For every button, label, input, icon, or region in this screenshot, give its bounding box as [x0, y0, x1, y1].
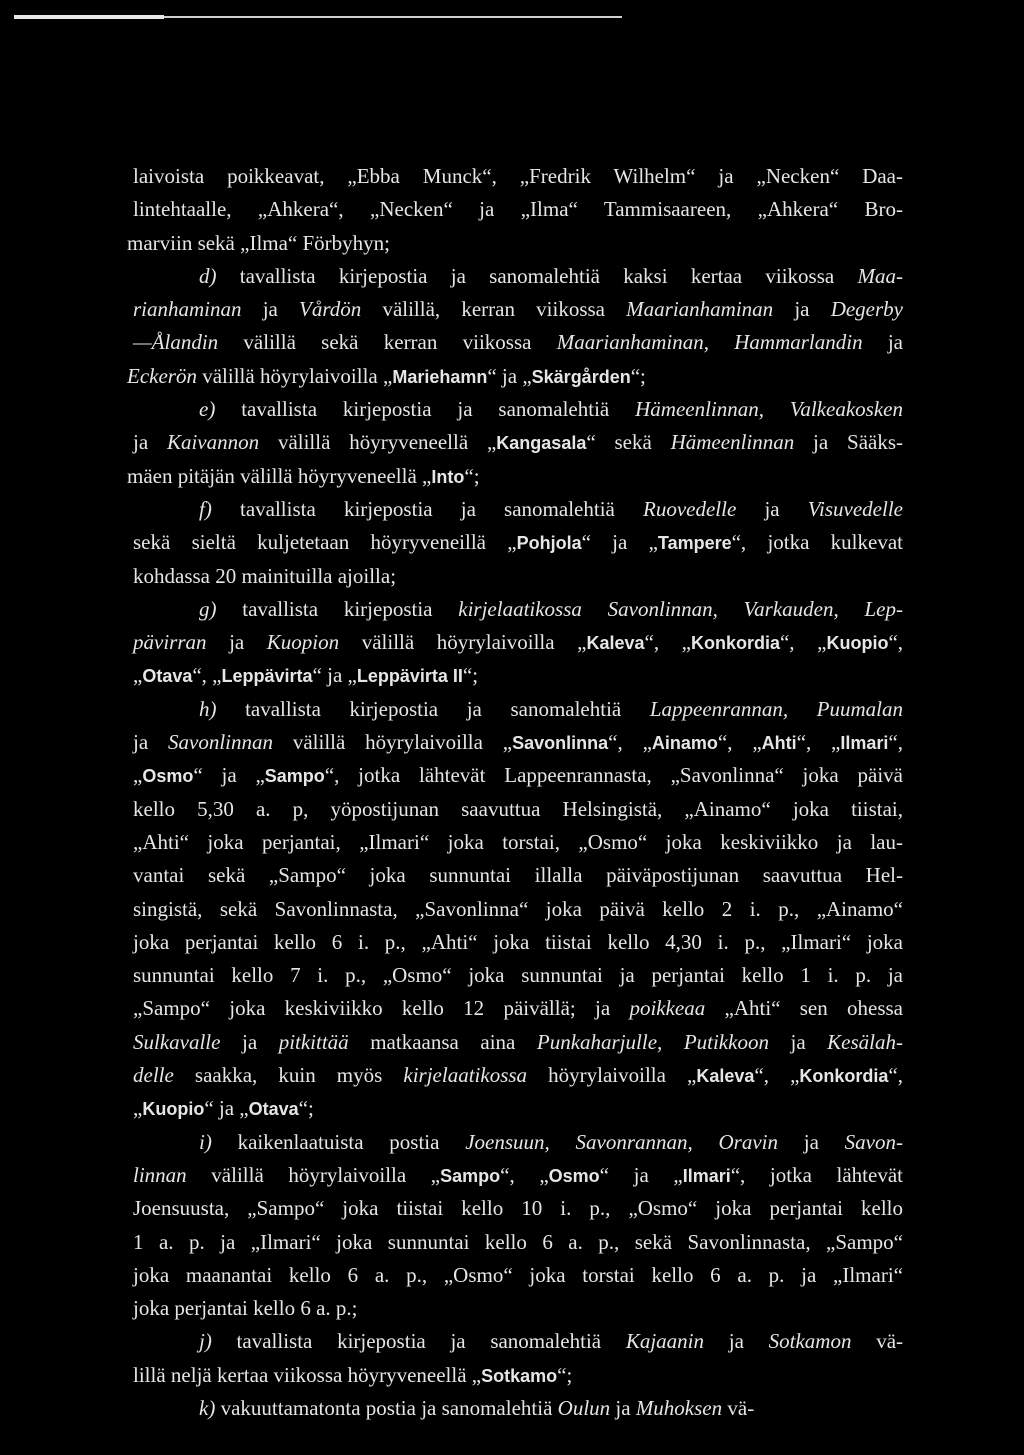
italic-run: g) [199, 596, 217, 621]
text-line [127, 227, 903, 260]
text-line [133, 1026, 903, 1059]
italic-run: Hämeenlinnan, Valkeakosken [635, 397, 903, 422]
text-run: “, „ [779, 630, 827, 655]
italic-run: Maarianhaminan, Hammarlandin [556, 330, 863, 355]
text-run: “, [888, 1063, 903, 1088]
italic-run: Vårdön [299, 297, 362, 322]
text-run: lintehtaalle, „Ahkera“, „Necken“ ja „Ilma“ Tammisaareen, „Ahkera“ Bro- [133, 197, 903, 222]
text-run: “, jotka lähtevät [730, 1162, 903, 1187]
text-run: välillä höyryveneellä „ [259, 430, 497, 455]
text-run: “, „ [192, 663, 222, 688]
text-line [133, 526, 903, 559]
text-run: välillä höyrylaivoilla „ [273, 730, 513, 755]
text-run: “, jotka kulkevat [731, 530, 903, 555]
italic-run: i) [199, 1129, 212, 1154]
text-run: ja [778, 1129, 845, 1154]
top-rule [14, 16, 622, 18]
page-text [127, 160, 904, 1425]
text-line [133, 293, 903, 326]
text-run: ja [862, 330, 904, 355]
text-run: sekä sieltä kuljetetaan höyryveneillä „ [133, 530, 517, 555]
italic-run: Punkaharjulle, Putikkoon [536, 1029, 769, 1054]
text-line [133, 1325, 903, 1358]
italic-run: kirjelaatikossa [403, 1063, 528, 1088]
text-line [133, 593, 903, 626]
text-run: ja [736, 496, 808, 521]
text-run: välillä sekä kerran viikossa [218, 330, 557, 355]
text-run: “, [888, 730, 903, 755]
vessel-name: Ainamo [651, 733, 718, 754]
italic-run: Visuvedelle [807, 496, 903, 521]
vessel-name: Sotkamo [481, 1365, 558, 1386]
text-run: välillä höyrylaivoilla „ [186, 1162, 441, 1187]
italic-run: Savon- [844, 1129, 903, 1154]
text-run: “ ja „ [581, 530, 658, 555]
vessel-name: Osmo [548, 1165, 600, 1186]
text-run: “, „ [644, 630, 691, 655]
text-run: “, jotka lähtevät Lappeenrannasta, „Savonlinna“ joka päivä [324, 763, 903, 788]
italic-run: kirjelaatikossa Savonlinnan, Varkauden, Lep- [458, 596, 903, 621]
text-run: „Sampo“ joka keskiviikko kello 12 päivällä; ja [133, 996, 630, 1021]
text-run: vantai sekä „Sampo“ joka sunnuntai illalla päiväpostijunan saavuttua Hel- [133, 863, 903, 888]
text-run: kaikenlaatuista postia [211, 1129, 466, 1154]
text-run: joka maanantai kello 6 a. p., „Osmo“ joka torstai kello 6 a. p. ja „Ilmari“ [133, 1262, 903, 1287]
vessel-name: Kuopio [142, 1099, 205, 1120]
italic-run: Kuopion [266, 630, 340, 655]
italic-run: Muhoksen [635, 1395, 723, 1420]
text-line [133, 859, 903, 892]
italic-run: Eckerön [127, 363, 197, 388]
text-run: ja [133, 730, 168, 755]
vessel-name: Leppävirta [221, 666, 313, 687]
text-run: “, [888, 630, 904, 655]
vessel-name: Into [431, 466, 465, 487]
text-line [133, 626, 903, 659]
vessel-name: Kaleva [696, 1066, 755, 1087]
text-run: “; [462, 663, 479, 688]
text-line [133, 893, 903, 926]
text-run: ja [773, 297, 831, 322]
text-run: joka perjantai kello 6 i. p., „Ahti“ joka tiistai kello 4,30 i. p., „Ilmari“ joka [133, 929, 903, 954]
vessel-name: Osmo [142, 766, 194, 787]
vessel-name: Ahti [761, 733, 797, 754]
text-line [133, 193, 903, 226]
italic-run: e) [199, 397, 216, 422]
text-line [133, 992, 903, 1025]
vessel-name: Leppävirta II [356, 666, 463, 687]
text-run: kello 5,30 a. p, yöpostijunan saavuttua Helsingistä, „Ainamo“ joka tiistai, [133, 796, 903, 821]
italic-run: Oulun [557, 1395, 611, 1420]
italic-run: d) [199, 263, 217, 288]
text-run: tavallista kirjepostia ja sanomalehtiä kaksi kertaa viikossa [216, 263, 858, 288]
text-run: ja [206, 630, 267, 655]
text-line [133, 759, 903, 792]
text-run: laivoista poikkeavat, „Ebba Munck“, „Fredrik Wilhelm“ ja „Necken“ Daa- [133, 164, 903, 188]
italic-run: j) [199, 1329, 212, 1354]
vessel-name: Mariehamn [392, 366, 488, 387]
text-run: 1 a. p. ja „Ilmari“ joka sunnuntai kello 6 a. p., sekä Savonlinnasta, „Sampo“ [133, 1229, 903, 1254]
text-line [133, 326, 903, 359]
italic-run: Maa- [857, 263, 903, 288]
vessel-name: Sampo [264, 766, 325, 787]
text-run: matkaansa aina [348, 1029, 537, 1054]
text-line [133, 693, 903, 726]
text-run: ja [133, 430, 167, 455]
vessel-name: Skärgården [531, 366, 631, 387]
vessel-name: Tampere [657, 533, 732, 554]
text-run: “ sekä [586, 430, 671, 455]
text-run: „ [133, 1096, 143, 1121]
text-line [133, 493, 903, 526]
text-run: tavallista kirjepostia ja sanomalehtiä [215, 397, 636, 422]
italic-run: h) [199, 696, 217, 721]
vessel-name: Otava [142, 666, 193, 687]
text-line [133, 826, 903, 859]
text-run: tavallista kirjepostia ja sanomalehtiä [211, 1329, 626, 1354]
text-run: “, „ [796, 730, 841, 755]
text-line [133, 426, 903, 459]
text-line [133, 1292, 903, 1325]
text-run: vä- [851, 1329, 904, 1354]
text-line [127, 360, 903, 393]
text-line [133, 1126, 903, 1159]
text-run: “; [557, 1362, 573, 1387]
italic-run: poikkeaa [629, 996, 706, 1021]
vessel-name: Ilmari [682, 1165, 731, 1186]
italic-run: linnan [133, 1162, 187, 1187]
text-run: höyrylaivoilla „ [527, 1063, 697, 1088]
italic-run: delle [133, 1063, 174, 1088]
text-run: ja [768, 1029, 828, 1054]
vessel-name: Kaleva [586, 633, 645, 654]
text-line [133, 1192, 903, 1225]
vessel-name: Kuopio [826, 633, 889, 654]
italic-run: Kajaanin [625, 1329, 705, 1354]
text-run: Joensuusta, „Sampo“ joka tiistai kello 10 i. p., „Osmo“ joka perjantai kello [133, 1196, 903, 1221]
text-run: “ ja „ [312, 663, 357, 688]
text-line [133, 793, 903, 826]
text-run: „ [133, 763, 143, 788]
text-run: saakka, kuin myös [173, 1063, 404, 1088]
text-run: “ ja „ [599, 1162, 683, 1187]
text-run: „ [133, 663, 143, 688]
italic-run: Sulkavalle [133, 1029, 221, 1054]
text-run: “; [630, 363, 646, 388]
text-run: “ ja „ [193, 763, 265, 788]
text-line [133, 393, 903, 426]
text-run: singistä, sekä Savonlinnasta, „Savonlinna“ joka päivä kello 2 i. p., „Ainamo“ [133, 896, 903, 921]
text-line [133, 1392, 903, 1425]
text-line [127, 460, 903, 493]
text-run: tavallista kirjepostia ja sanomalehtiä [216, 696, 650, 721]
italic-run: rianhaminan [133, 297, 242, 322]
text-run: välillä, kerran viikossa [361, 297, 627, 322]
text-line [133, 1059, 903, 1092]
italic-run: Lappeenrannan, Puumalan [649, 696, 904, 721]
text-run: “, „ [500, 1162, 549, 1187]
text-run: tavallista kirjepostia [216, 596, 459, 621]
text-line [133, 659, 903, 692]
text-run: „Ahti“ joka perjantai, „Ilmari“ joka torstai, „Osmo“ joka keskiviikko ja lau- [133, 829, 903, 854]
vessel-name: Pohjola [516, 533, 582, 554]
text-run: vä- [722, 1395, 755, 1420]
text-run: ja Sääks- [794, 430, 903, 455]
text-run: “ ja „ [487, 363, 532, 388]
vessel-name: Konkordia [690, 633, 780, 654]
text-run: kohdassa 20 mainituilla ajoilla; [133, 563, 397, 588]
text-run: “, „ [754, 1063, 800, 1088]
text-line [133, 260, 903, 293]
text-run: ja [220, 1029, 279, 1054]
italic-run: pitkittää [278, 1029, 349, 1054]
vessel-name: Kangasala [496, 433, 587, 454]
vessel-name: Ilmari [840, 733, 889, 754]
text-run: mäen pitäjän välillä höyryveneellä „ [127, 463, 432, 488]
text-run: “; [298, 1096, 314, 1121]
text-run: välillä höyrylaivoilla „ [339, 630, 587, 655]
text-run: joka perjantai kello 6 a. p.; [133, 1296, 358, 1321]
text-run: “ ja „ [204, 1096, 249, 1121]
italic-run: Kaivannon [166, 430, 260, 455]
italic-run: pävirran [133, 630, 207, 655]
text-line [133, 160, 903, 193]
text-line [133, 1259, 903, 1292]
text-run: tavallista kirjepostia ja sanomalehtiä [211, 496, 644, 521]
text-run: “, „ [717, 730, 762, 755]
text-run: välillä höyrylaivoilla „ [196, 363, 393, 388]
text-run: sunnuntai kello 7 i. p., „Osmo“ joka sunnuntai ja perjantai kello 1 i. p. ja [133, 963, 903, 988]
italic-run: k) [199, 1395, 216, 1420]
italic-run: Hämeenlinnan [670, 430, 795, 455]
italic-run: Savonlinnan [168, 730, 273, 755]
italic-run: Ruovedelle [643, 496, 737, 521]
text-run: ja [610, 1395, 636, 1420]
vessel-name: Savonlinna [512, 733, 609, 754]
text-line [133, 926, 903, 959]
text-run: „Ahti“ sen ohessa [705, 996, 903, 1021]
text-run: ja [241, 297, 300, 322]
italic-run: Maarianhaminan [626, 297, 774, 322]
text-run: lillä neljä kertaa viikossa höyryveneellä „ [133, 1362, 482, 1387]
vessel-name: Sampo [440, 1165, 501, 1186]
text-line [133, 726, 903, 759]
italic-run: Degerby [830, 297, 903, 322]
text-run: “; [464, 463, 480, 488]
text-run: ja [704, 1329, 769, 1354]
text-line [133, 1226, 903, 1259]
italic-run: f) [199, 496, 212, 521]
italic-run: Sotkamon [768, 1329, 852, 1354]
text-line [133, 560, 903, 593]
text-line [133, 1359, 903, 1392]
vessel-name: Konkordia [799, 1066, 889, 1087]
vessel-name: Otava [248, 1099, 299, 1120]
text-run: marviin sekä „Ilma“ Förbyhyn; [127, 230, 391, 255]
text-line [133, 1092, 903, 1125]
text-run: vakuuttamatonta postia ja sanomalehtiä [215, 1395, 558, 1420]
text-line [133, 1159, 903, 1192]
text-line [133, 959, 903, 992]
italic-run: Kesälah- [827, 1029, 903, 1054]
italic-run: —Ålandin [133, 330, 219, 355]
text-run: “, „ [608, 730, 652, 755]
italic-run: Joensuun, Savonrannan, Oravin [465, 1129, 779, 1154]
